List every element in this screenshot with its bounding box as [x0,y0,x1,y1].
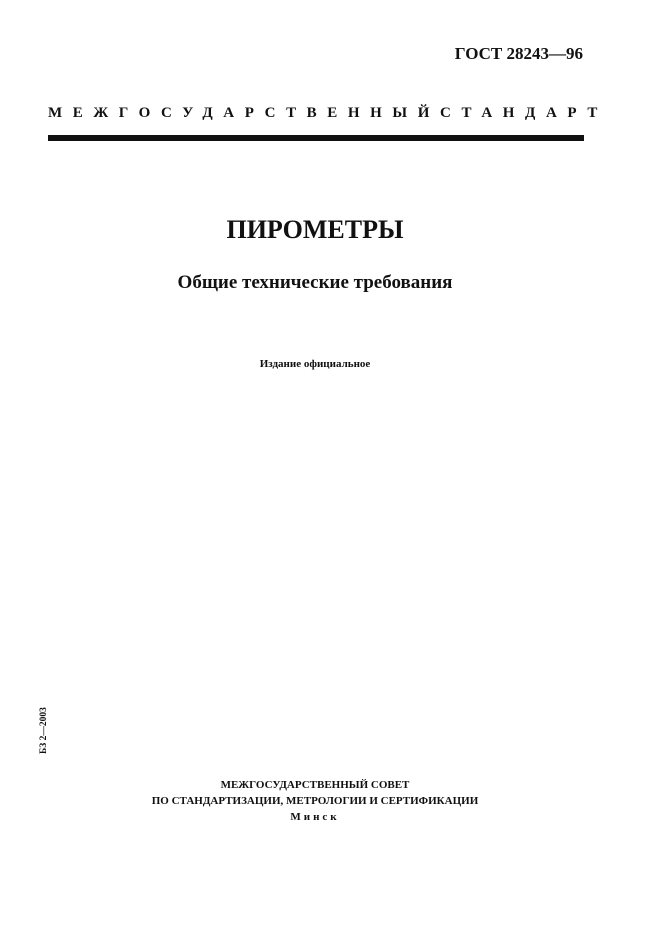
edition-note: Издание официальное [259,358,371,370]
standard-word: СТАНДАРТ [440,105,608,121]
document-code: ГОСТ 28243—96 [454,44,583,63]
side-catalog-note: БЗ 2—2003 [39,707,49,754]
document-subtitle: Общие технические требования [177,272,453,293]
standard-banner [48,104,608,122]
document-title: ПИРОМЕТРЫ [226,215,404,244]
publisher-block [0,777,630,825]
publisher-city: Минск [290,811,340,823]
publisher-line-2: ПО СТАНДАРТИЗАЦИИ, МЕТРОЛОГИИ И СЕРТИФИКАЦИИ [151,795,479,807]
publisher-line-1: МЕЖГОСУДАРСТВЕННЫЙ СОВЕТ [220,779,410,791]
standard-type-word: МЕЖГОСУДАРСТВЕННЫЙ [48,105,441,121]
header-rule [48,135,584,141]
